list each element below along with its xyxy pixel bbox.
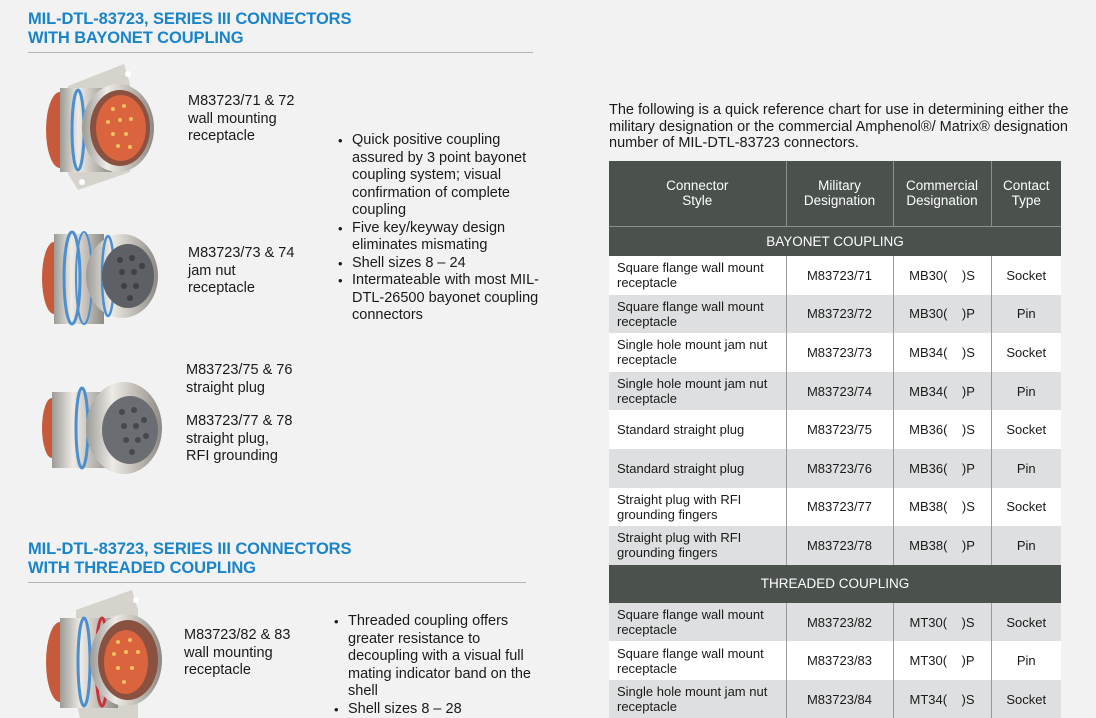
title-line-2: WITH THREADED COUPLING xyxy=(28,559,256,577)
title-line-2: WITH BAYONET COUPLING xyxy=(28,29,244,47)
group-label: THREADED COUPLING xyxy=(609,565,1061,603)
cell-contact: Pin xyxy=(991,372,1061,411)
cell-style: Square flange wall mount receptacle xyxy=(609,641,786,680)
cell-style: Straight plug with RFI grounding fingers xyxy=(609,488,786,527)
cell-commercial: MT34( )S xyxy=(893,680,991,718)
cell-contact: Socket xyxy=(991,488,1061,527)
threaded-wall-mount-receptacle-image xyxy=(40,590,170,718)
cell-commercial: MT30( )S xyxy=(893,603,991,642)
caption-line: wall mounting xyxy=(184,644,273,661)
cell-military: M83723/71 xyxy=(786,256,893,295)
caption-line: M83723/75 & 76 xyxy=(186,362,293,378)
product-caption-71-72 xyxy=(188,93,294,146)
caption-line: M83723/71 & 72 xyxy=(188,93,295,109)
cell-contact: Pin xyxy=(991,526,1061,565)
cell-style: Single hole mount jam nut receptacle xyxy=(609,333,786,372)
title-line-1: MIL-DTL-83723, SERIES III CONNECTORS xyxy=(28,540,352,558)
cell-military: M83723/78 xyxy=(786,526,893,565)
caption-line: M83723/73 & 74 xyxy=(188,245,295,261)
feature-bullet: • Shell sizes 8 – 28 xyxy=(332,701,547,718)
column-header-connector-style: Connector Style xyxy=(609,161,786,226)
bayonet-section-title xyxy=(28,10,533,53)
caption-line: straight plug, xyxy=(186,430,270,447)
table-row xyxy=(609,295,1061,334)
cell-commercial: MB38( )P xyxy=(893,526,991,565)
cell-commercial: MB30( )P xyxy=(893,295,991,334)
jam-nut-receptacle-image xyxy=(34,208,164,336)
caption-line: RFI grounding xyxy=(186,448,278,464)
cell-commercial: MB36( )S xyxy=(893,410,991,449)
caption-line: receptacle xyxy=(188,128,255,144)
threaded-section-title xyxy=(28,540,526,583)
caption-line: receptacle xyxy=(188,280,255,296)
caption-line: M83723/77 & 78 xyxy=(186,413,293,429)
bayonet-feature-list xyxy=(336,132,546,325)
table-row xyxy=(609,410,1061,449)
feature-bullet: • Shell sizes 8 – 24 xyxy=(336,255,546,273)
caption-line: wall mounting xyxy=(188,110,277,127)
cell-contact: Pin xyxy=(991,449,1061,488)
feature-bullet: • Five key/keyway design eliminates mismating xyxy=(336,220,546,255)
cell-style: Single hole mount jam nut receptacle xyxy=(609,372,786,411)
wall-mount-receptacle-image xyxy=(38,64,162,190)
cell-style: Square flange wall mount receptacle xyxy=(609,295,786,334)
product-caption-82-83 xyxy=(184,627,290,680)
product-caption-77-78 xyxy=(186,413,292,466)
cell-commercial: MB30( )S xyxy=(893,256,991,295)
title-line-1: MIL-DTL-83723, SERIES III CONNECTORS xyxy=(28,10,352,28)
group-row-threaded xyxy=(609,565,1061,603)
column-header-contact-type: Contact Type xyxy=(991,161,1061,226)
cell-commercial: MT30( )P xyxy=(893,641,991,680)
cell-contact: Socket xyxy=(991,333,1061,372)
feature-bullet: • Quick positive coupling assured by 3 point bayonet coupling system; visual confirmation of complete coupling xyxy=(336,132,546,220)
table-row xyxy=(609,603,1061,642)
cell-military: M83723/73 xyxy=(786,333,893,372)
table-row xyxy=(609,333,1061,372)
cell-military: M83723/82 xyxy=(786,603,893,642)
straight-plug-image xyxy=(38,370,166,486)
cell-military: M83723/77 xyxy=(786,488,893,527)
cell-commercial: MB34( )P xyxy=(893,372,991,411)
cell-contact: Pin xyxy=(991,295,1061,334)
table-row xyxy=(609,488,1061,527)
caption-line: receptacle xyxy=(184,662,251,678)
cell-military: M83723/84 xyxy=(786,680,893,718)
table-row xyxy=(609,256,1061,295)
table-row xyxy=(609,372,1061,411)
cell-military: M83723/72 xyxy=(786,295,893,334)
table-row xyxy=(609,526,1061,565)
cell-style: Square flange wall mount receptacle xyxy=(609,256,786,295)
cell-commercial: MB38( )S xyxy=(893,488,991,527)
cell-commercial: MB36( )P xyxy=(893,449,991,488)
cell-style: Single hole mount jam nut receptacle xyxy=(609,680,786,718)
column-header-military-designation: Military Designation xyxy=(786,161,893,226)
cell-contact: Socket xyxy=(991,410,1061,449)
cell-style: Standard straight plug xyxy=(609,449,786,488)
reference-table xyxy=(609,161,1061,718)
cell-style: Straight plug with RFI grounding fingers xyxy=(609,526,786,565)
caption-line: straight plug xyxy=(186,379,265,396)
cell-military: M83723/75 xyxy=(786,410,893,449)
group-row-bayonet xyxy=(609,226,1061,256)
table-row xyxy=(609,680,1061,718)
table-header-row xyxy=(609,161,1061,226)
threaded-feature-list xyxy=(332,613,547,718)
cell-contact: Pin xyxy=(991,641,1061,680)
group-label: BAYONET COUPLING xyxy=(609,226,1061,256)
product-caption-73-74 xyxy=(188,245,294,298)
feature-bullet: • Intermateable with most MIL-DTL-26500 bayonet coupling connectors xyxy=(336,272,546,325)
cell-military: M83723/74 xyxy=(786,372,893,411)
reference-intro-text: The following is a quick reference chart for use in determining either the military designation or the commercial Amphenol®/ Matrix® designation number of MIL-DTL-83723 connectors. xyxy=(609,102,1069,151)
table-row xyxy=(609,449,1061,488)
feature-bullet: • Threaded coupling offers greater resistance to decoupling with a visual full mating indicator band on the shell xyxy=(332,613,547,701)
cell-contact: Socket xyxy=(991,680,1061,718)
caption-line: M83723/82 & 83 xyxy=(184,627,291,643)
cell-commercial: MB34( )S xyxy=(893,333,991,372)
cell-style: Standard straight plug xyxy=(609,410,786,449)
caption-line: jam nut xyxy=(188,262,236,279)
cell-contact: Socket xyxy=(991,603,1061,642)
cell-contact: Socket xyxy=(991,256,1061,295)
cell-military: M83723/76 xyxy=(786,449,893,488)
cell-military: M83723/83 xyxy=(786,641,893,680)
product-caption-75-76 xyxy=(186,362,292,397)
cell-style: Square flange wall mount receptacle xyxy=(609,603,786,642)
column-header-commercial-designation: Commercial Designation xyxy=(893,161,991,226)
table-row xyxy=(609,641,1061,680)
